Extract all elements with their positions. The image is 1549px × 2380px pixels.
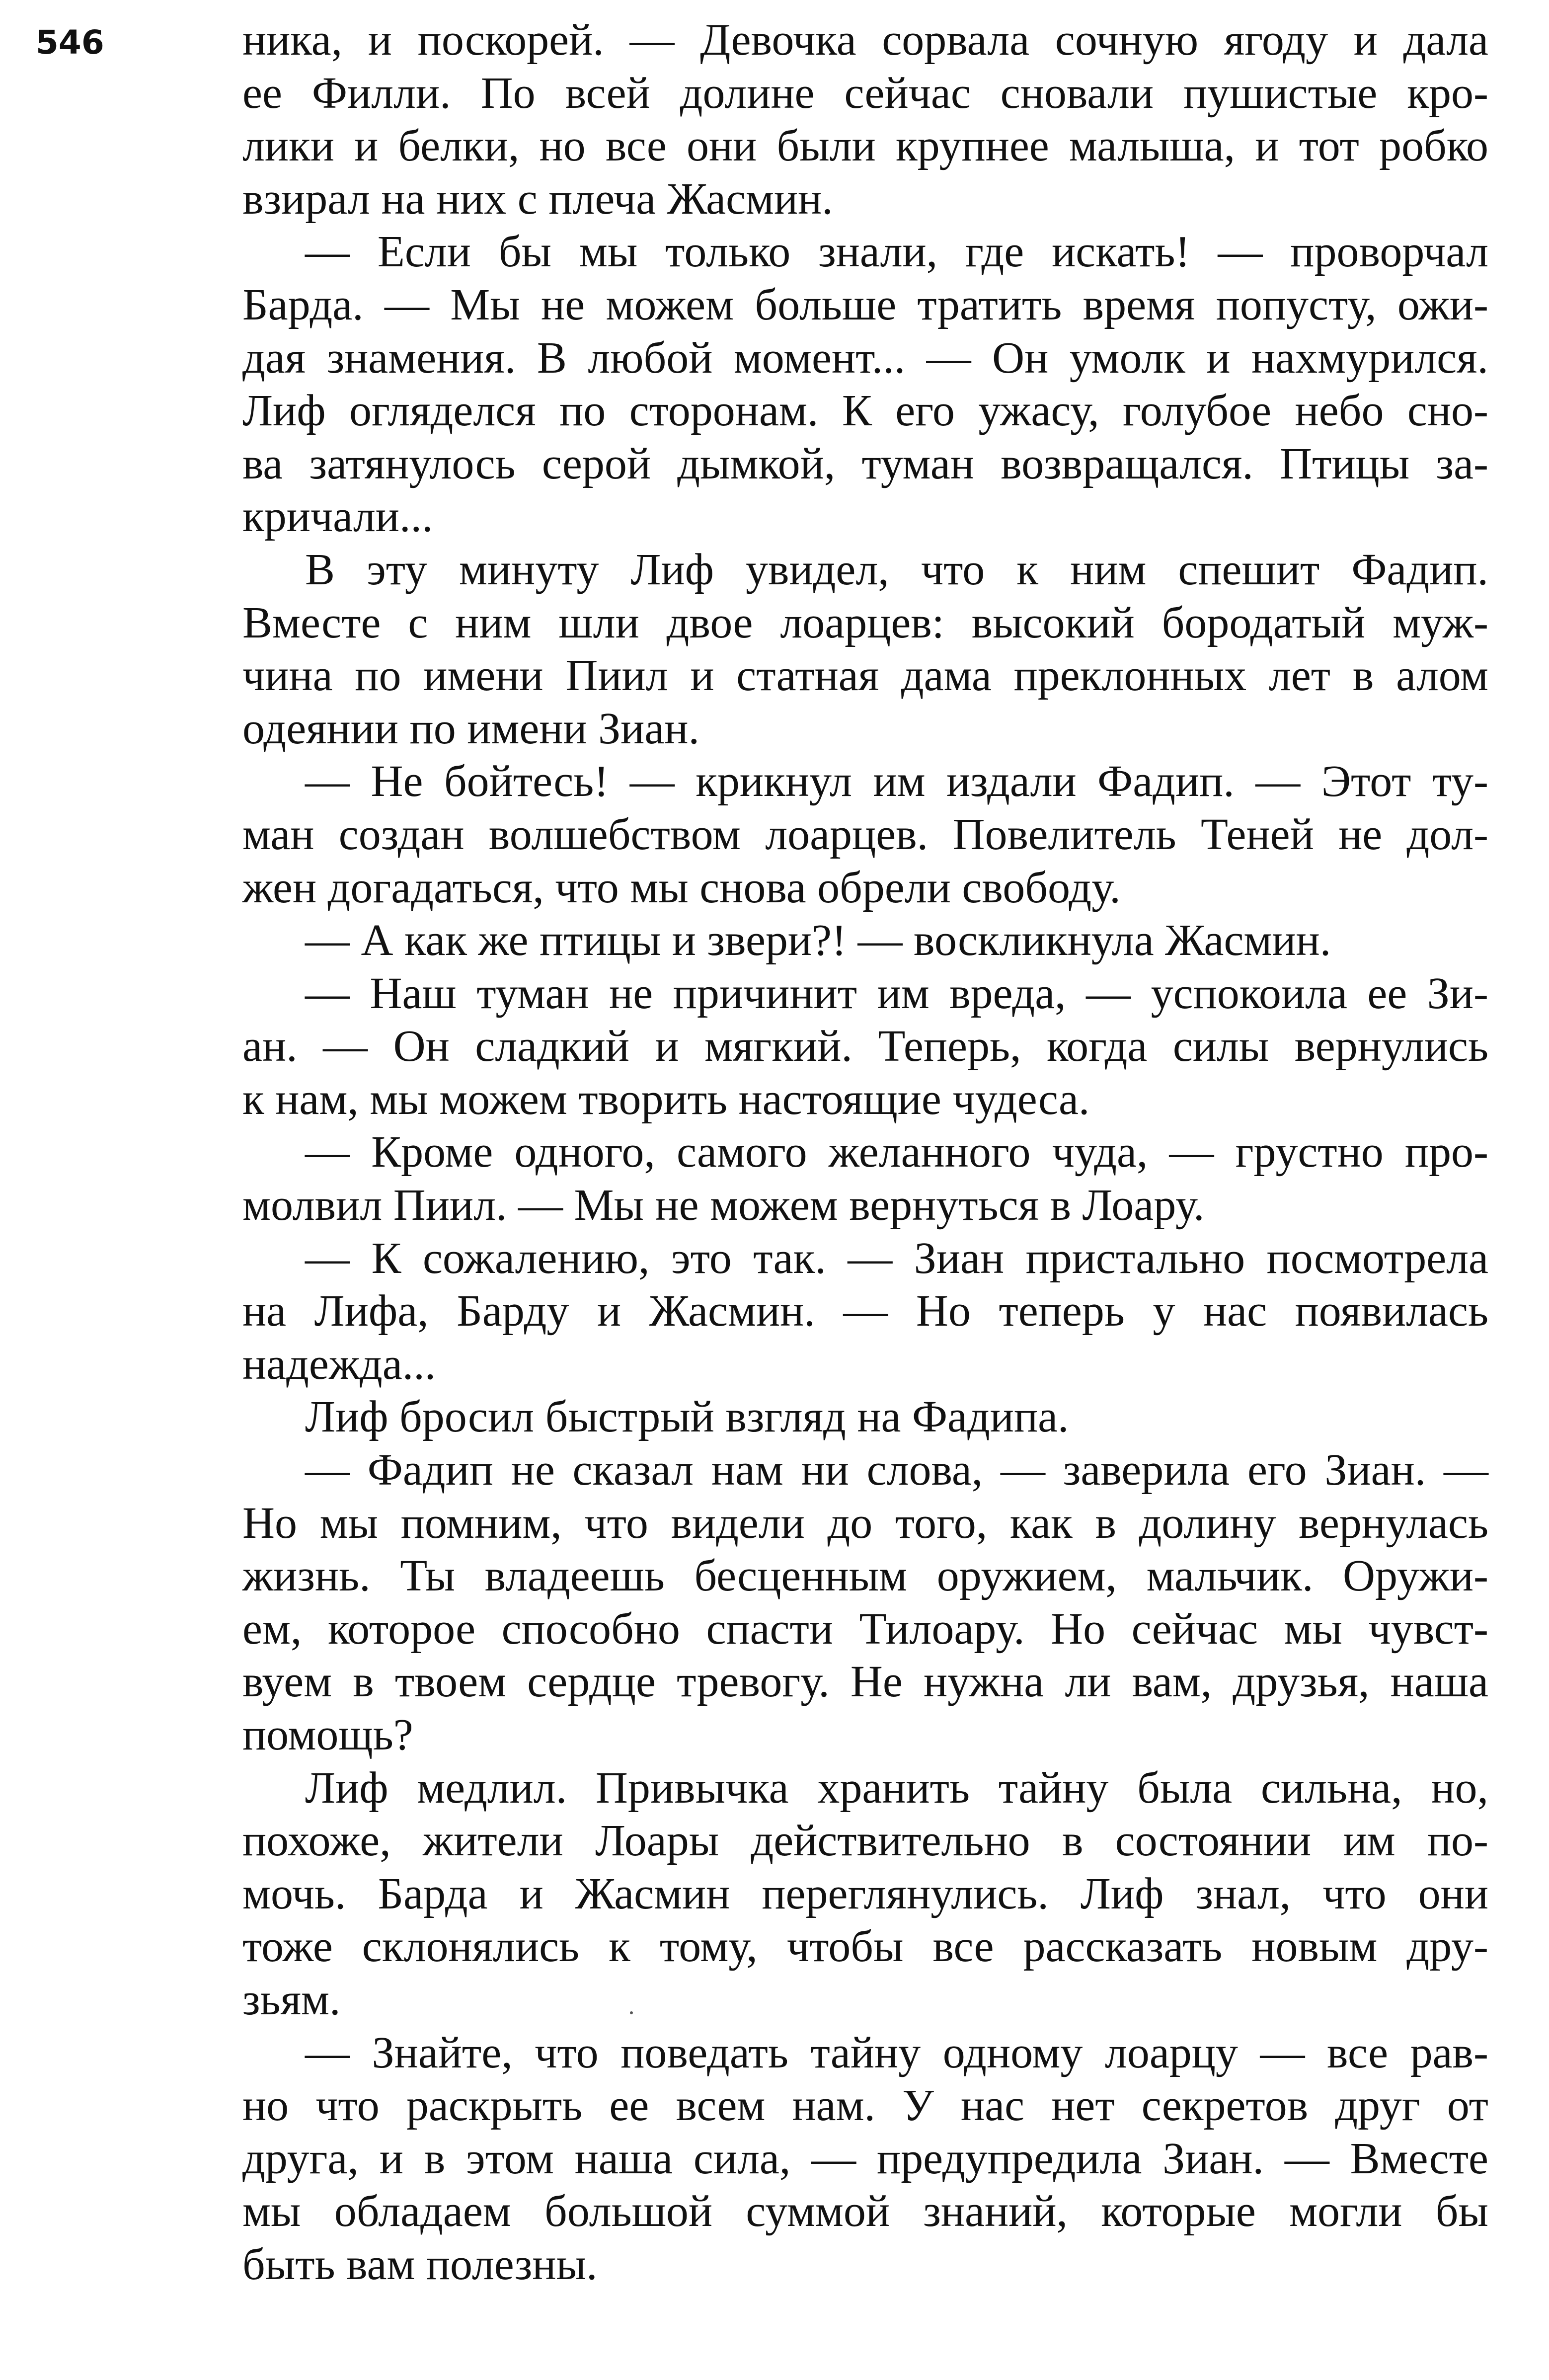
- text-line: — Знайте, что поведать тайну одному лоарцу — все рав-: [305, 2028, 1488, 2077]
- text-line: Вместе с ним шли двое лоарцев: высокий бородатый муж-: [242, 598, 1488, 647]
- text-line: — Наш туман не причинит им вреда, — успокоила ее Зи-: [305, 968, 1488, 1018]
- text-line: тоже склонялись к тому, чтобы все рассказать новым дру-: [242, 1922, 1488, 1972]
- text-line: — А как же птицы и звери?! — воскликнула Жасмин.: [305, 916, 1331, 965]
- text-line: Лиф медлил. Привычка хранить тайну была сильна, но,: [305, 1763, 1488, 1813]
- text-line: вуем в твоем сердце тревогу. Не нужна ли вам, друзья, наша: [242, 1657, 1488, 1707]
- text-line: зьям.: [242, 1975, 341, 2024]
- text-line: — Не бойтесь! — крикнул им издали Фадип. — Этот ту-: [305, 757, 1488, 806]
- text-line: кричали...: [242, 492, 433, 542]
- text-line: ман создан волшебством лоарцев. Повелитель Теней не дол-: [242, 809, 1488, 859]
- text-line: — К сожалению, это так. — Зиан пристально посмотрела: [305, 1233, 1488, 1283]
- text-line: быть вам полезны.: [242, 2239, 598, 2289]
- text-line: но что раскрыть ее всем нам. У нас нет секретов друг от: [242, 2081, 1488, 2131]
- text-line: ва затянулось серой дымкой, туман возвращался. Птицы за-: [242, 439, 1488, 488]
- text-line: лики и белки, но все они были крупнее малыша, и тот робко: [242, 121, 1488, 171]
- text-line: похоже, жители Лоары действительно в состоянии им по-: [242, 1816, 1488, 1866]
- body-text: [242, 14, 1488, 2292]
- text-line: — Если бы мы только знали, где искать! — проворчал: [305, 227, 1488, 277]
- text-line: Барда. — Мы не можем больше тратить время попусту, ожи-: [242, 280, 1488, 329]
- text-line: помощь?: [242, 1710, 413, 1759]
- text-line: жизнь. Ты владеешь бесценным оружием, мальчик. Оружи-: [242, 1551, 1488, 1601]
- text-line: Лиф бросил быстрый взгляд на Фадипа.: [305, 1392, 1069, 1442]
- text-line: взирал на них с плеча Жасмин.: [242, 174, 833, 224]
- text-line: ника, и поскорей. — Девочка сорвала сочную ягоду и дала: [242, 15, 1488, 65]
- text-line: Лиф огляделся по сторонам. К его ужасу, голубое небо сно-: [242, 386, 1488, 436]
- text-line: В эту минуту Лиф увидел, что к ним спешит Фадип.: [305, 545, 1488, 594]
- text-line: надежда...: [242, 1339, 436, 1389]
- page-number: 546: [36, 23, 104, 62]
- text-line: друга, и в этом наша сила, — предупредила Зиан. — Вместе: [242, 2134, 1488, 2183]
- text-line: ан. — Он сладкий и мягкий. Теперь, когда силы вернулись: [242, 1022, 1488, 1071]
- text-line: на Лифа, Барду и Жасмин. — Но теперь у нас появилась: [242, 1286, 1488, 1336]
- text-line: мочь. Барда и Жасмин переглянулись. Лиф знал, что они: [242, 1869, 1488, 1918]
- text-line: одеянии по имени Зиан.: [242, 704, 699, 753]
- text-line: молвил Пиил. — Мы не можем вернуться в Лоару.: [242, 1181, 1205, 1230]
- text-line: ее Филли. По всей долине сейчас сновали пушистые кро-: [242, 68, 1488, 118]
- text-line: к нам, мы можем творить настоящие чудеса.: [242, 1074, 1090, 1124]
- text-line: Но мы помним, что видели до того, как в долину вернулась: [242, 1498, 1488, 1548]
- text-line: мы обладаем большой суммой знаний, которые могли бы: [242, 2187, 1488, 2236]
- text-line: — Кроме одного, самого желанного чуда, — грустно про-: [305, 1127, 1488, 1177]
- scan-speck: [630, 2011, 633, 2014]
- text-line: чина по имени Пиил и статная дама преклонных лет в алом: [242, 651, 1488, 701]
- text-line: — Фадип не сказал нам ни слова, — заверила его Зиан. —: [305, 1445, 1488, 1495]
- text-line: дая знамения. В любой момент... — Он умолк и нахмурился.: [242, 333, 1488, 383]
- text-line: ем, которое способно спасти Тилоару. Но сейчас мы чувст-: [242, 1604, 1488, 1654]
- text-line: жен догадаться, что мы снова обрели свободу.: [242, 863, 1121, 912]
